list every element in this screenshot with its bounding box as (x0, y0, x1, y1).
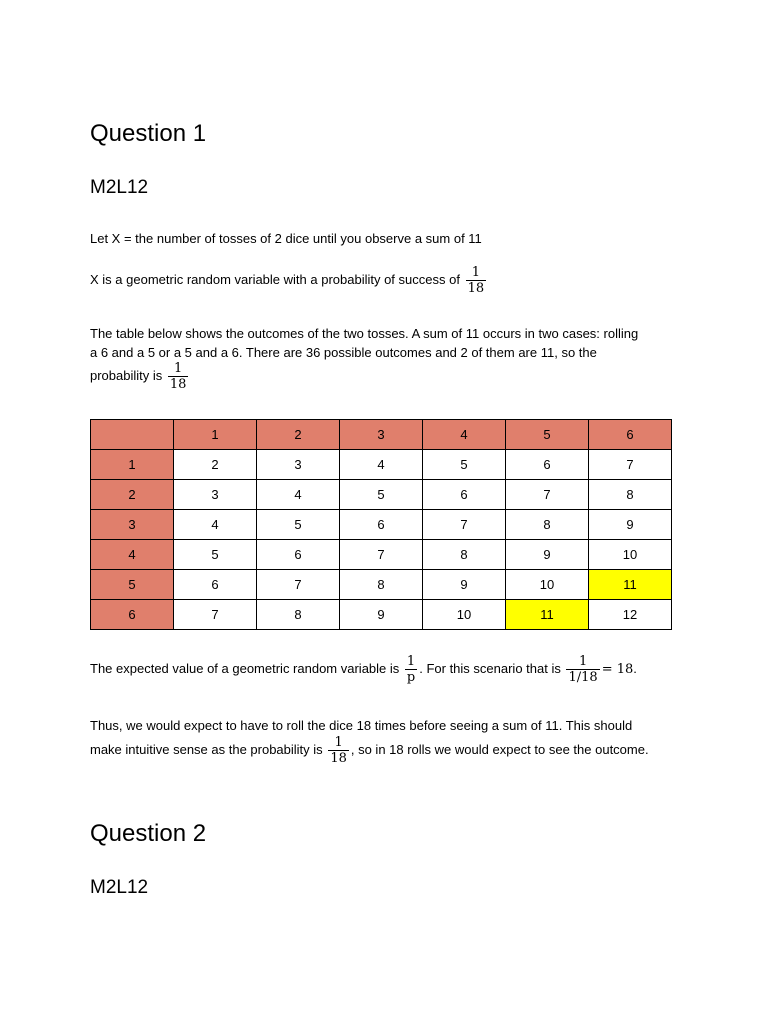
table-row (91, 600, 672, 630)
question-1-geometric-line (90, 265, 488, 296)
fraction-denominator: 18 (169, 377, 187, 392)
question-2-title: Question 2 (90, 820, 207, 847)
geometric-line-text: X is a geometric random variable with a probability of success of (90, 271, 460, 287)
fraction-denominator: 1/18 (568, 670, 598, 685)
row-header-cell: 4 (91, 540, 174, 570)
table-header-cell: 5 (506, 420, 589, 450)
table-cell: 8 (423, 540, 506, 570)
table-row (91, 510, 672, 540)
scenario-result: = 18 (601, 661, 634, 677)
table-cell: 4 (174, 510, 257, 540)
table-header-cell: 6 (589, 420, 672, 450)
table-cell: 8 (506, 510, 589, 540)
question-1-intro: Let X = the number of tosses of 2 dice until you observe a sum of 11 (90, 231, 482, 246)
table-row (91, 540, 672, 570)
fraction-denominator: p (406, 670, 416, 685)
table-cell: 7 (589, 450, 672, 480)
table-cell: 4 (340, 450, 423, 480)
conclusion-text-a: make intuitive sense as the probability is (90, 741, 323, 757)
conclusion-fraction (328, 735, 349, 766)
question-1-title: Question 1 (90, 120, 207, 147)
fraction-numerator: 1 (471, 265, 480, 280)
scenario-period: . (633, 660, 637, 676)
table-cell: 7 (340, 540, 423, 570)
table-cell: 6 (257, 540, 340, 570)
table-cell: 6 (506, 450, 589, 480)
conclusion-line-1: Thus, we would expect to have to roll the dice 18 times before seeing a sum of 11. This should (90, 718, 633, 733)
table-header-cell (91, 420, 174, 450)
row-header-cell: 6 (91, 600, 174, 630)
fraction-numerator: 1 (578, 654, 588, 669)
table-explanation-line-1: The table below shows the outcomes of the two tosses. A sum of 11 occurs in two cases: rolling (90, 326, 639, 341)
scenario-text: . For this scenario that is (419, 660, 561, 676)
table-cell: 3 (257, 450, 340, 480)
table-header-cell: 3 (340, 420, 423, 450)
table-cell: 8 (340, 570, 423, 600)
probability-fraction (168, 361, 189, 392)
table-cell: 2 (174, 450, 257, 480)
table-cell: 5 (257, 510, 340, 540)
table-cell: 7 (257, 570, 340, 600)
table-cell: 5 (340, 480, 423, 510)
table-cell: 9 (340, 600, 423, 630)
fraction-numerator: 1 (406, 654, 416, 669)
highlighted-sum-cell: 11 (589, 570, 672, 600)
row-header-cell: 5 (91, 570, 174, 600)
dice-outcome-table (90, 419, 672, 630)
success-probability-fraction (466, 265, 487, 296)
fraction-numerator: 1 (334, 735, 343, 750)
fraction-denominator: 18 (330, 751, 347, 766)
conclusion-line-2 (90, 735, 649, 766)
question-2-subtitle: M2L12 (90, 877, 149, 898)
conclusion-text-b: , so in 18 rolls we would expect to see the outcome. (350, 741, 649, 757)
table-explanation-line-2: a 6 and a 5 or a 5 and a 6. There are 36 possible outcomes and 2 of them are 11, so the (90, 345, 597, 360)
table-cell: 10 (506, 570, 589, 600)
table-cell: 8 (257, 600, 340, 630)
fraction-numerator: 1 (174, 361, 183, 376)
fraction-denominator: 18 (467, 281, 485, 296)
table-cell: 6 (423, 480, 506, 510)
table-cell: 5 (174, 540, 257, 570)
table-row (91, 450, 672, 480)
table-header-cell: 2 (257, 420, 340, 450)
scenario-fraction (566, 654, 599, 685)
table-cell: 7 (423, 510, 506, 540)
table-cell: 9 (506, 540, 589, 570)
table-cell: 6 (340, 510, 423, 540)
table-row (91, 570, 672, 600)
table-cell: 7 (506, 480, 589, 510)
table-header-row (91, 420, 672, 450)
table-cell: 7 (174, 600, 257, 630)
table-row (91, 480, 672, 510)
row-header-cell: 1 (91, 450, 174, 480)
expected-value-text: The expected value of a geometric random variable is (90, 660, 400, 676)
highlighted-sum-cell: 11 (506, 600, 589, 630)
row-header-cell: 2 (91, 480, 174, 510)
table-cell: 4 (257, 480, 340, 510)
question-1-subtitle: M2L12 (90, 177, 149, 198)
table-explanation-line-3 (90, 361, 190, 392)
expected-value-line (90, 654, 637, 685)
table-cell: 12 (589, 600, 672, 630)
table-cell: 3 (174, 480, 257, 510)
table-cell: 9 (423, 570, 506, 600)
table-cell: 10 (589, 540, 672, 570)
table-cell: 6 (174, 570, 257, 600)
table-cell: 8 (589, 480, 672, 510)
table-header-cell: 4 (423, 420, 506, 450)
table-cell: 9 (589, 510, 672, 540)
probability-is-text: probability is (90, 367, 163, 383)
row-header-cell: 3 (91, 510, 174, 540)
expected-value-fraction (405, 654, 417, 685)
table-cell: 10 (423, 600, 506, 630)
table-header-cell: 1 (174, 420, 257, 450)
table-cell: 5 (423, 450, 506, 480)
